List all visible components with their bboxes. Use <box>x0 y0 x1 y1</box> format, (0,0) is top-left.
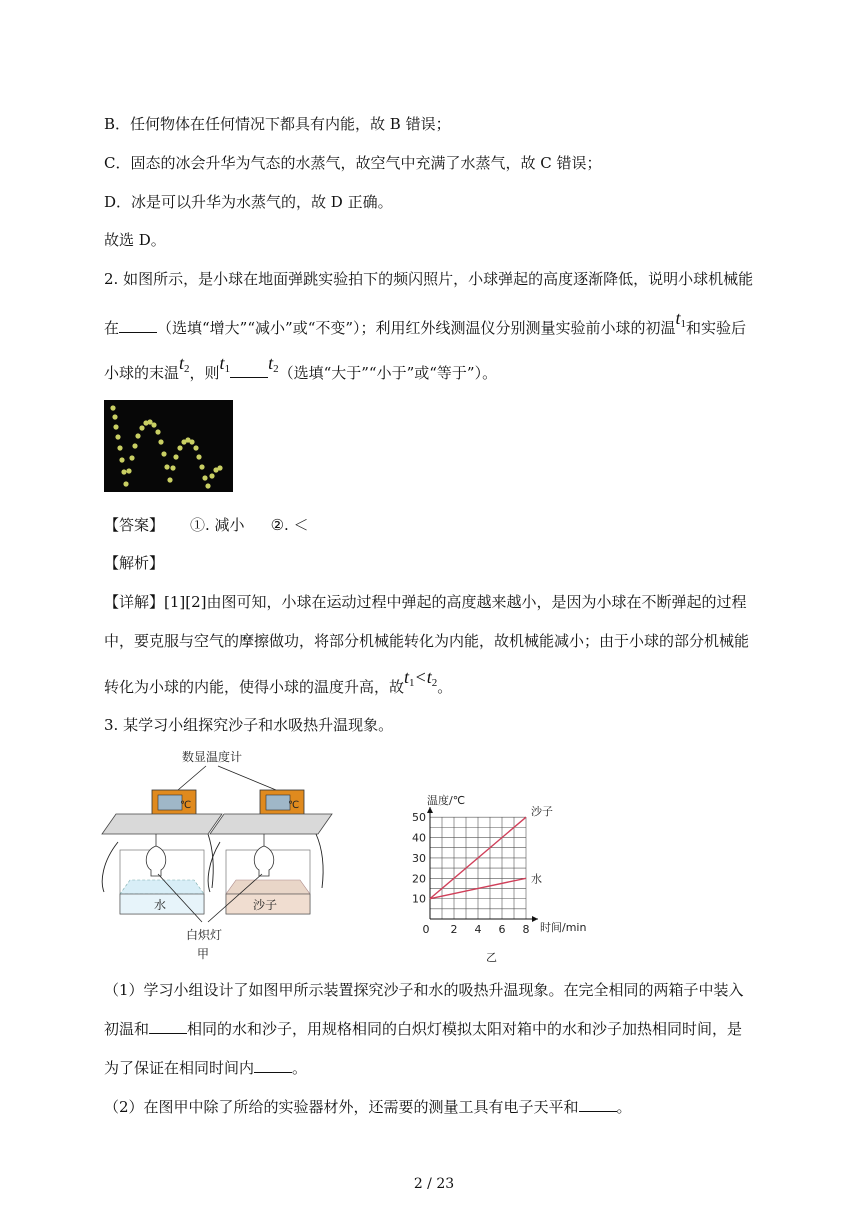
apparatus-figure <box>96 742 344 964</box>
detail-line1: 【详解】[1][2]由图可知，小球在运动过程中弹起的高度越来越小，是因为小球在不断弹起的过程 <box>104 593 747 611</box>
q3-1-line2 <box>104 1019 742 1039</box>
var-t2: $t_2$ <box>426 667 438 689</box>
var-t1: $t_1$ <box>675 308 687 330</box>
q3-text: 初温和 <box>104 1020 150 1038</box>
x-axis-label: 时间/min <box>540 921 587 934</box>
caption-jia: 甲 <box>197 947 210 961</box>
analysis-label: 【解析】 <box>104 554 165 572</box>
detail-line2: 中，要克服与空气的摩擦做功，将部分机械能转化为内能，故机械能减小；由于小球的部分机械能 <box>104 632 750 650</box>
y-tick-label: 10 <box>412 892 426 906</box>
series-label: 沙子 <box>531 805 553 819</box>
thermometer-left <box>152 790 196 816</box>
q2-text: （选填“大于”“小于”或“等于”）。 <box>278 364 498 382</box>
option-b: B．任何物体在任何情况下都具有内能，故 B 错误； <box>104 115 451 133</box>
q2-text: 和实验后 <box>686 319 747 337</box>
blank-2[interactable] <box>230 363 268 378</box>
q3-2-line <box>104 1097 632 1117</box>
blank-3[interactable] <box>149 1019 187 1034</box>
q2-line1: 2. 如图所示，是小球在地面弹跳实验拍下的频闪照片，小球弹起的高度逐渐降低，说明小球机械能 <box>104 270 754 288</box>
x-tick-label: 0 <box>422 923 430 936</box>
series-label: 水 <box>531 872 542 886</box>
chart-caption: 乙 <box>486 951 497 964</box>
temperature-chart <box>408 786 608 964</box>
answer-2: ②. ＜ <box>270 516 309 534</box>
lamp-label: 白炽灯 <box>186 928 223 942</box>
lamp-right <box>254 846 273 876</box>
detail-line3 <box>104 667 453 702</box>
q3-text: 相同的水和沙子，用规格相同的白炽灯模拟太阳对箱中的水和沙子加热相同时间，是 <box>187 1020 743 1038</box>
var-t2: $t_2$ <box>268 353 279 375</box>
thermometer-label: 数显温度计 <box>182 750 243 764</box>
x-tick-label: 4 <box>474 923 482 936</box>
answer-line <box>104 515 309 535</box>
q3-text: 。 <box>292 1059 308 1077</box>
q3-text: 为了保证在相同时间内 <box>104 1059 255 1077</box>
q2-line3 <box>104 353 498 388</box>
choice-d: 故选 D。 <box>104 231 166 249</box>
less-than: < <box>414 667 427 687</box>
blank-1[interactable] <box>119 318 157 333</box>
var-t1: $t_1$ <box>219 353 231 375</box>
x-tick-label: 2 <box>450 923 458 936</box>
y-axis-arrow <box>427 807 433 813</box>
detail-text: 转化为小球的内能，使得小球的温度升高，故 <box>104 678 405 696</box>
q3-text: （2）在图甲中除了所给的实验器材外，还需要的测量工具有电子天平和 <box>104 1098 579 1116</box>
q2-text: （选填“增大”“减小”或“不变”）；利用红外线测温仪分别测量实验前小球的初温 <box>157 319 676 337</box>
q2-text: ，则 <box>189 364 220 382</box>
blank-4[interactable] <box>254 1058 292 1073</box>
y-tick-label: 20 <box>412 872 426 886</box>
y-tick-label: 50 <box>412 811 426 825</box>
sand-label: 沙子 <box>253 898 278 912</box>
y-tick-label: 30 <box>412 851 426 865</box>
option-c: C．固态的冰会升华为气态的水蒸气，故空气中充满了水蒸气，故 C 错误； <box>104 154 602 172</box>
y-axis-label: 温度/℃ <box>427 794 466 807</box>
bouncing-ball-photo <box>104 400 233 492</box>
lid-left <box>102 814 222 834</box>
blank-5[interactable] <box>579 1097 617 1112</box>
q3-text: 。 <box>616 1098 632 1116</box>
water-label: 水 <box>154 898 167 912</box>
var-t1: $t_1$ <box>404 667 415 689</box>
q3-1-line1: （1）学习小组设计了如图甲所示装置探究沙子和水的吸热升温现象。在完全相同的两箱子中装入 <box>104 981 744 999</box>
thermometer-right <box>260 790 304 816</box>
x-tick-label: 8 <box>522 923 530 936</box>
answer-label: 【答案】 <box>104 516 165 534</box>
q3-1-line3 <box>104 1058 307 1078</box>
q2-text: 在 <box>104 319 120 337</box>
page-number: 2 / 23 <box>413 1176 455 1192</box>
lid-right <box>210 814 332 834</box>
detail-text: 。 <box>437 678 453 696</box>
y-tick-label: 40 <box>412 831 426 845</box>
x-axis-arrow <box>532 916 538 922</box>
option-d: D．冰是可以升华为水蒸气的，故 D 正确。 <box>104 193 393 211</box>
x-tick-label: 6 <box>498 923 506 936</box>
svg-text:℃: ℃ <box>288 800 300 811</box>
svg-text:℃: ℃ <box>180 800 192 811</box>
q2-line2 <box>104 308 747 343</box>
var-t2: $t_2$ <box>179 353 190 375</box>
answer-1: ①. 减小 <box>190 516 245 534</box>
q3-title: 3. 某学习小组探究沙子和水吸热升温现象。 <box>104 716 394 734</box>
q2-text: 小球的末温 <box>104 364 180 382</box>
ball-trajectory-graphic <box>104 400 233 492</box>
lamp-left <box>146 846 165 876</box>
